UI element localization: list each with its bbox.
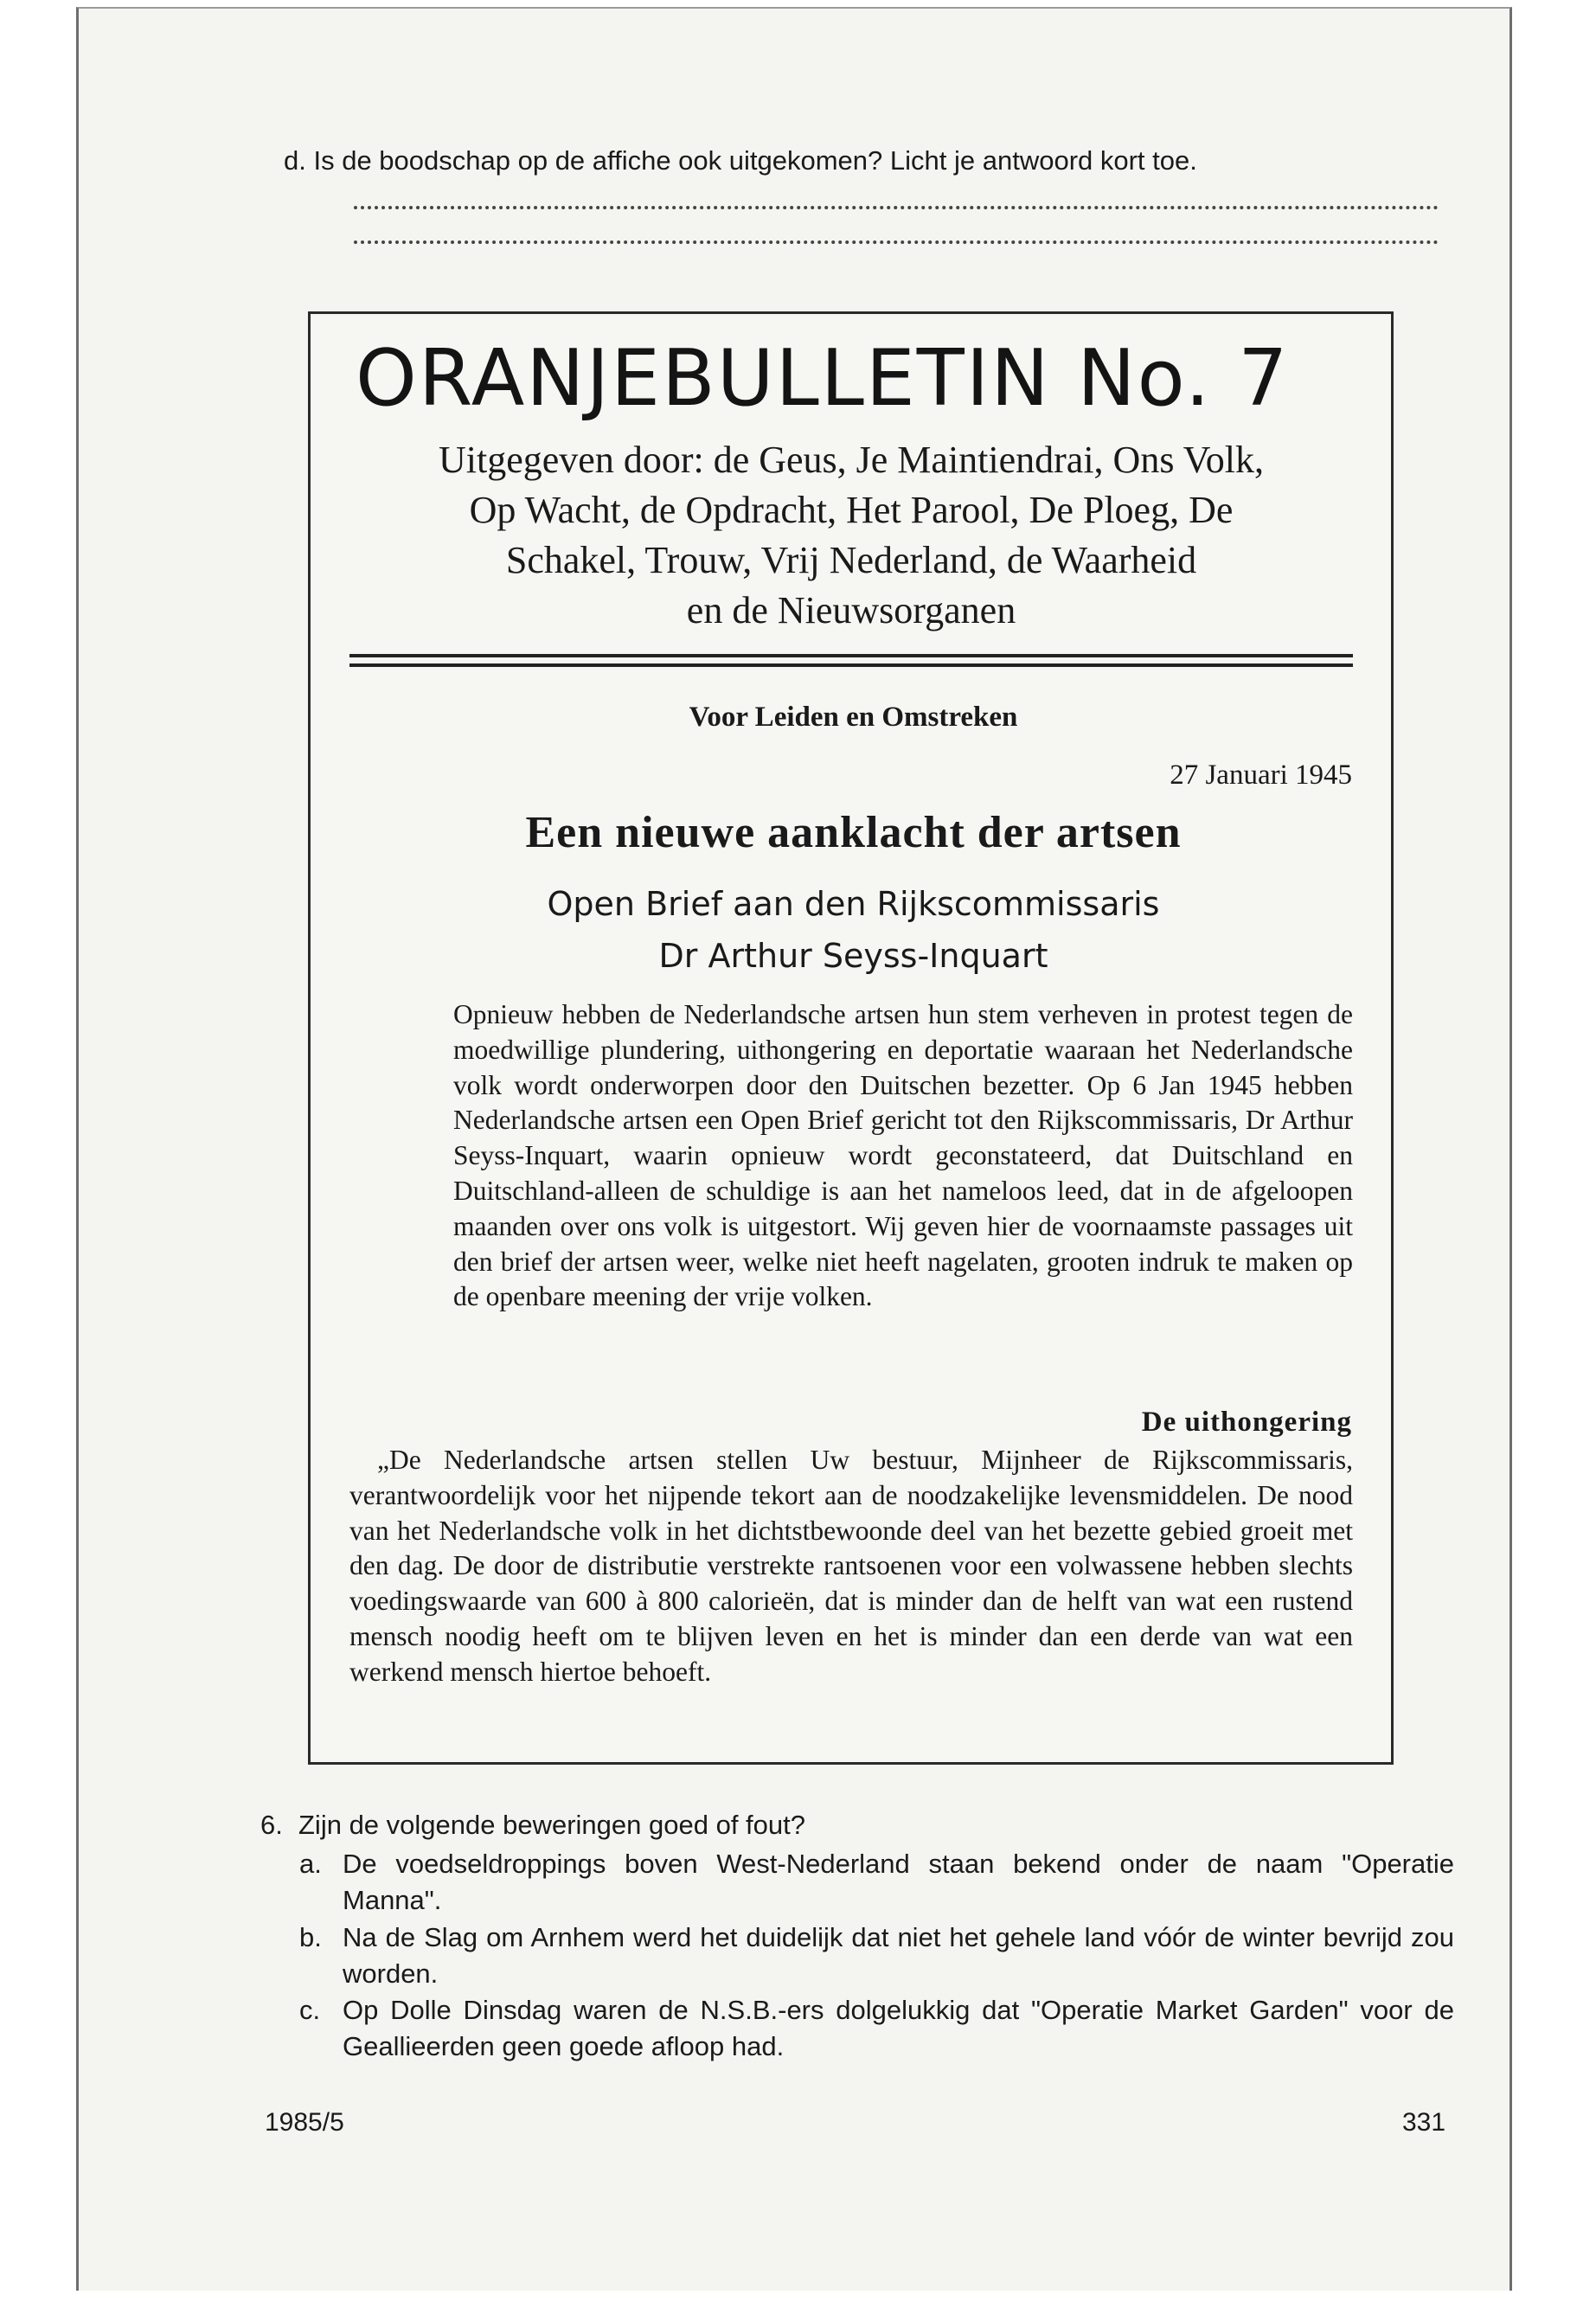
article-subheadline-1: Open Brief aan den Rijkscommissaris bbox=[547, 885, 1160, 923]
statement-label: c. bbox=[299, 1995, 321, 2025]
bulletin-publishers bbox=[328, 435, 1375, 636]
question-d-text: Is de boodschap op de affiche ook uitgekomen? Licht je antwoord kort toe. bbox=[313, 145, 1197, 176]
question-6-number: 6. bbox=[260, 1810, 283, 1840]
section-heading: De uithongering bbox=[1141, 1407, 1352, 1438]
publishers-line: Uitgegeven door: de Geus, Je Maintiendrai, Ons Volk, bbox=[439, 439, 1264, 481]
statement-text: De voedseldroppings boven West-Nederland staan bekend onder de naam "Operatie Manna". bbox=[343, 1849, 1454, 1915]
article-headline: Een nieuwe aanklacht der artsen bbox=[525, 808, 1182, 857]
article-subheadline-2: Dr Arthur Seyss-Inquart bbox=[658, 937, 1048, 975]
statement-label: a. bbox=[299, 1849, 322, 1879]
question-6 bbox=[260, 1810, 805, 1841]
bulletin-region: Voor Leiden en Omstreken bbox=[689, 702, 1018, 733]
question-d-label: d. bbox=[284, 145, 306, 176]
bulletin-date: 27 Januari 1945 bbox=[1170, 760, 1352, 791]
rule-line bbox=[349, 654, 1353, 657]
statement-c bbox=[299, 1992, 1454, 2065]
answer-line-2[interactable] bbox=[354, 240, 1439, 244]
question-d bbox=[284, 145, 1197, 176]
publishers-line: Schakel, Trouw, Vrij Nederland, de Waarheid bbox=[505, 539, 1197, 581]
article-intro: Opnieuw hebben de Nederlandsche artsen hun stem verheven in protest tegen de moedwillige plundering, uithongering en deportatie waaraan het Nederlandsche volk wordt onderworpen door den Duitschen bezetter. Op 6 Jan 1945 hebben Nederlandsche artsen een Open Brief gericht tot den Rijkscommissaris, Dr Arthur Seyss-Inquart, waarin opnieuw wordt geconstateerd, dat Duitschland en Duitschland-alleen de schuldige is aan het nameloos leed, dat in de afgeloopen maanden over ons volk is uitgestort. Wij geven hier de voornaamste passages uit den brief der artsen weer, welke niet heeft nagelaten, grooten indruk te maken op de openbare meening der vrije volken. bbox=[453, 999, 1353, 1312]
rule-line bbox=[349, 663, 1353, 667]
section-text: „De Nederlandsche artsen stellen Uw bestuur, Mijnheer de Rijkscommissaris, verantwoordelijk voor het nijpende tekort aan de noodzakelijke levensmiddelen. De nood van het Nederlandsche volk in het dichtstbewoonde deel van het bezette gebied groeit met den dag. De door de distributie verstrekte rantsoenen voor een volwassene hebben slechts voedingswaarde van 600 à 800 calorieën, dat is minder dan de helft van wat een rustend mensch noodig heeft om te blijven leven en het is minder dan een derde van wat een werkend mensch hiertoe behoeft. bbox=[349, 1445, 1353, 1687]
footer-page-number: 331 bbox=[1402, 2108, 1446, 2137]
answer-line-1[interactable] bbox=[354, 206, 1439, 209]
double-rule-divider bbox=[349, 654, 1353, 673]
footer-issue: 1985/5 bbox=[265, 2108, 344, 2137]
statement-b bbox=[299, 1920, 1454, 1992]
statement-label: b. bbox=[299, 1922, 322, 1952]
statement-text: Op Dolle Dinsdag waren de N.S.B.-ers dolgelukkig dat "Operatie Market Garden" voor de Geallieerden geen goede afloop had. bbox=[343, 1995, 1454, 2061]
publishers-line: en de Nieuwsorganen bbox=[686, 589, 1016, 631]
question-6-text: Zijn de volgende beweringen goed of fout? bbox=[298, 1810, 805, 1840]
statement-a bbox=[299, 1846, 1454, 1919]
worksheet-page bbox=[76, 7, 1512, 2291]
bulletin-title: ORANJEBULLETIN No. 7 bbox=[356, 333, 1290, 424]
publishers-line: Op Wacht, de Opdracht, Het Parool, De Ploeg, De bbox=[469, 489, 1234, 531]
statement-text: Na de Slag om Arnhem werd het duidelijk dat niet het gehele land vóór de winter bevrijd zou worden. bbox=[343, 1922, 1454, 1989]
bulletin-clipping bbox=[308, 311, 1394, 1765]
